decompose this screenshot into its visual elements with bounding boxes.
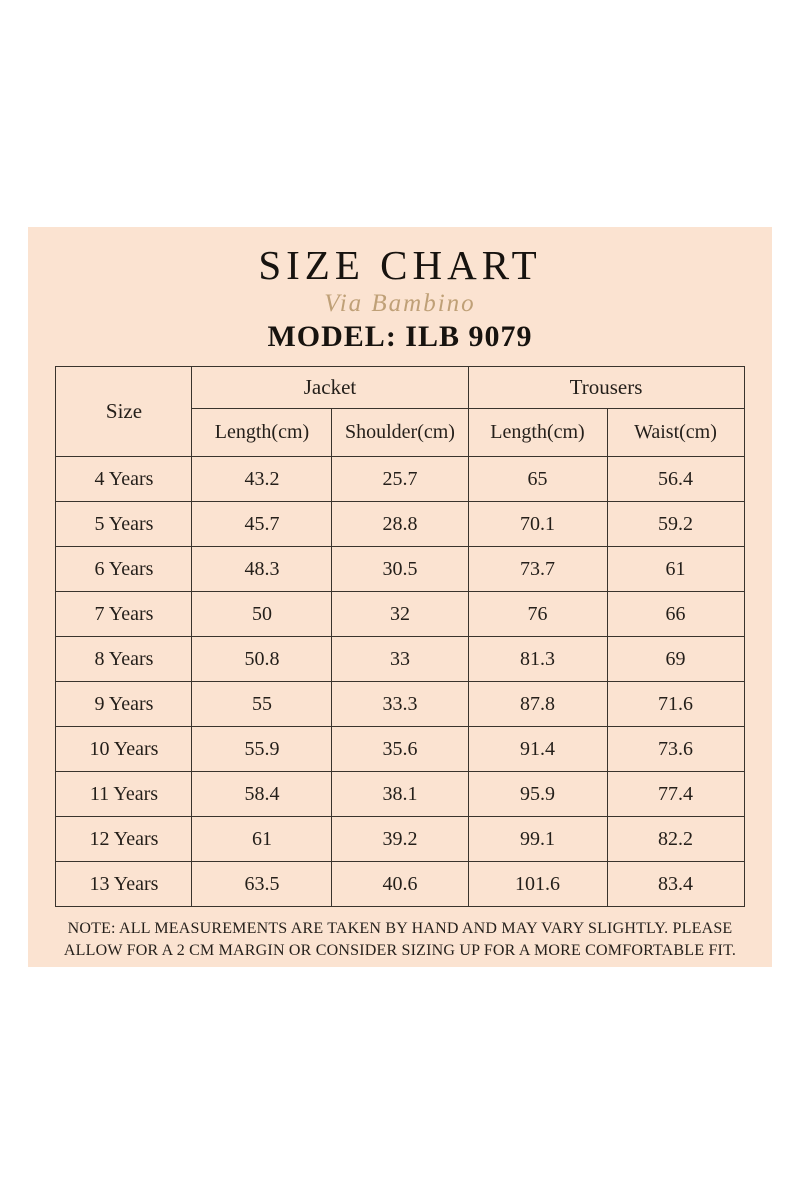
brand-name: Via Bambino <box>324 290 476 317</box>
measurement-note: NOTE: ALL MEASUREMENTS ARE TAKEN BY HAND AND MAY VARY SLIGHTLY. PLEASE ALLOW FOR A 2 CM MARGIN OR CONSIDER SIZING UP FOR A MORE COMFORTABLE FIT. <box>63 920 737 959</box>
value-cell: 55.9 <box>192 727 332 772</box>
value-cell: 55 <box>192 682 332 727</box>
size-table <box>55 366 744 907</box>
value-cell: 40.6 <box>332 862 468 907</box>
value-cell: 33 <box>332 637 468 682</box>
value-cell: 63.5 <box>192 862 332 907</box>
table-row <box>56 817 744 862</box>
value-cell: 58.4 <box>192 772 332 817</box>
column-header-trousers-waist: Waist(cm) <box>607 409 744 457</box>
size-cell: 13 Years <box>56 862 192 907</box>
size-table-body <box>56 457 744 907</box>
value-cell: 66 <box>607 592 744 637</box>
page-title: SIZE CHART <box>258 242 542 288</box>
column-header-trousers-length: Length(cm) <box>468 409 607 457</box>
value-cell: 35.6 <box>332 727 468 772</box>
size-cell: 5 Years <box>56 502 192 547</box>
value-cell: 87.8 <box>468 682 607 727</box>
column-header-size: Size <box>56 367 192 457</box>
table-row <box>56 457 744 502</box>
value-cell: 61 <box>192 817 332 862</box>
value-cell: 99.1 <box>468 817 607 862</box>
column-group-trousers: Trousers <box>468 367 744 409</box>
value-cell: 25.7 <box>332 457 468 502</box>
size-cell: 7 Years <box>56 592 192 637</box>
value-cell: 69 <box>607 637 744 682</box>
table-row <box>56 502 744 547</box>
value-cell: 83.4 <box>607 862 744 907</box>
value-cell: 73.7 <box>468 547 607 592</box>
table-row <box>56 547 744 592</box>
size-cell: 8 Years <box>56 637 192 682</box>
group-header-row <box>56 367 744 409</box>
value-cell: 48.3 <box>192 547 332 592</box>
table-row <box>56 637 744 682</box>
value-cell: 76 <box>468 592 607 637</box>
size-chart-card <box>28 227 772 967</box>
size-cell: 10 Years <box>56 727 192 772</box>
column-header-jacket-length: Length(cm) <box>192 409 332 457</box>
column-group-jacket: Jacket <box>192 367 468 409</box>
value-cell: 95.9 <box>468 772 607 817</box>
value-cell: 38.1 <box>332 772 468 817</box>
model-number: MODEL: ILB 9079 <box>267 320 533 353</box>
value-cell: 59.2 <box>607 502 744 547</box>
value-cell: 28.8 <box>332 502 468 547</box>
size-cell: 11 Years <box>56 772 192 817</box>
value-cell: 39.2 <box>332 817 468 862</box>
value-cell: 50.8 <box>192 637 332 682</box>
value-cell: 43.2 <box>192 457 332 502</box>
value-cell: 65 <box>468 457 607 502</box>
size-cell: 6 Years <box>56 547 192 592</box>
table-row <box>56 727 744 772</box>
value-cell: 50 <box>192 592 332 637</box>
table-row <box>56 862 744 907</box>
value-cell: 82.2 <box>607 817 744 862</box>
column-header-jacket-shoulder: Shoulder(cm) <box>332 409 468 457</box>
value-cell: 32 <box>332 592 468 637</box>
size-cell: 4 Years <box>56 457 192 502</box>
value-cell: 71.6 <box>607 682 744 727</box>
table-row <box>56 772 744 817</box>
size-cell: 12 Years <box>56 817 192 862</box>
value-cell: 91.4 <box>468 727 607 772</box>
value-cell: 45.7 <box>192 502 332 547</box>
value-cell: 81.3 <box>468 637 607 682</box>
value-cell: 61 <box>607 547 744 592</box>
value-cell: 73.6 <box>607 727 744 772</box>
value-cell: 33.3 <box>332 682 468 727</box>
table-row <box>56 682 744 727</box>
value-cell: 56.4 <box>607 457 744 502</box>
value-cell: 70.1 <box>468 502 607 547</box>
size-cell: 9 Years <box>56 682 192 727</box>
value-cell: 30.5 <box>332 547 468 592</box>
value-cell: 77.4 <box>607 772 744 817</box>
value-cell: 101.6 <box>468 862 607 907</box>
size-table-header <box>56 367 744 457</box>
table-row <box>56 592 744 637</box>
